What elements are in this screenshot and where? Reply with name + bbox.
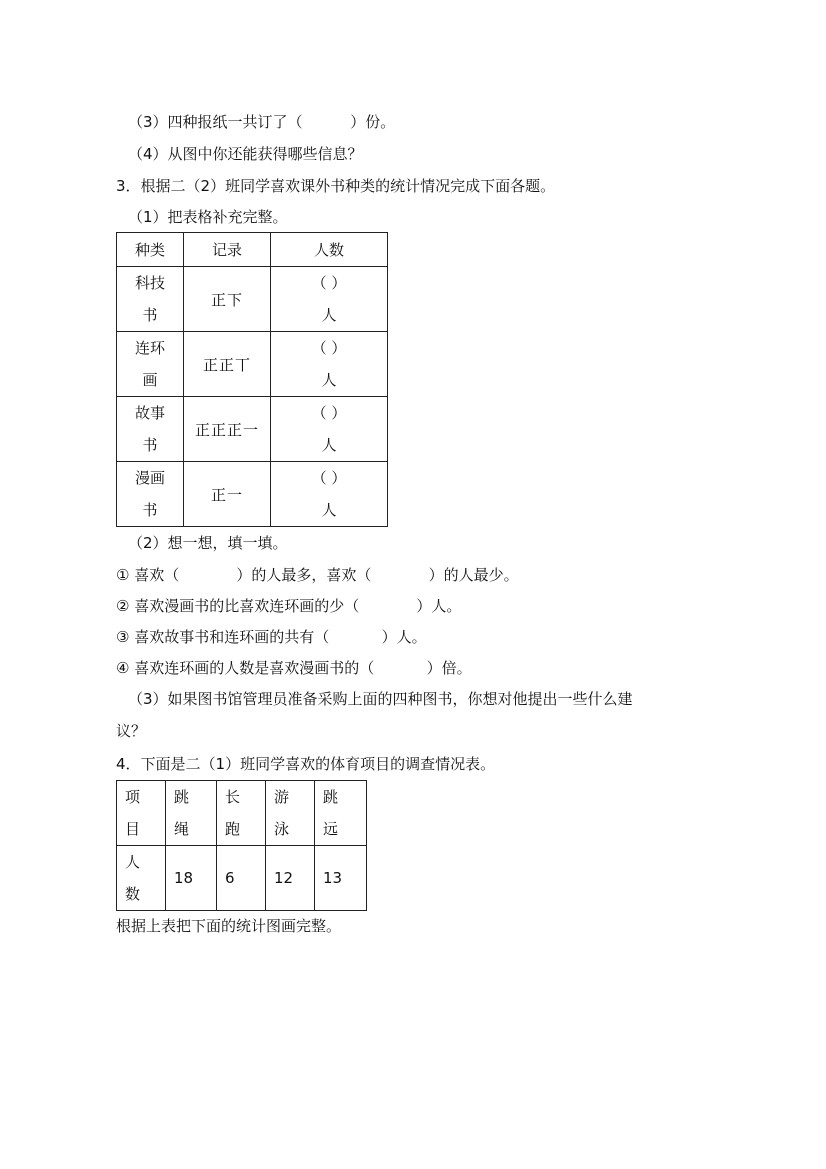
fill-item-3: ③ 喜欢故事书和连环画的共有（ ）人。 (116, 628, 427, 646)
sport-cell: 跳 绳 (166, 781, 217, 846)
tally-cell: 正下 (184, 267, 271, 332)
book-tally-table (116, 232, 388, 527)
sport-cell: 跳 远 (315, 781, 367, 846)
category-cell: 连环 画 (117, 332, 184, 397)
sport-cell: 游 泳 (266, 781, 315, 846)
count-cell: 12 (266, 846, 315, 911)
question-4-instruction: 根据上表把下面的统计图画完整。 (116, 917, 342, 935)
count-cell: 18 (166, 846, 217, 911)
count-blank-cell[interactable]: （ ） 人 (271, 332, 388, 397)
fill-item-1: ① 喜欢（ ）的人最多，喜欢（ ）的人最少。 (116, 566, 519, 584)
question-4-title: 4．下面是二（1）班同学喜欢的体育项目的调查情况表。 (116, 755, 496, 773)
question-3-part-3: （3）如果图书馆管理员准备采购上面的四种图书，你想对他提出一些什么建 (128, 690, 633, 708)
question-3-part-1: （1）把表格补充完整。 (128, 208, 288, 226)
count-cell: 6 (217, 846, 266, 911)
count-label-cell: 人 数 (117, 846, 166, 911)
table-header-count: 人数 (271, 233, 388, 267)
table-header-category: 种类 (117, 233, 184, 267)
question-2-part-4: （4）从图中你还能获得哪些信息？ (128, 145, 363, 163)
fill-item-2: ② 喜欢漫画书的比喜欢连环画的少（ ）人。 (116, 597, 462, 615)
table-row (117, 397, 388, 462)
table-row (117, 332, 388, 397)
tally-cell: 正一 (184, 462, 271, 527)
sport-cell: 长 跑 (217, 781, 266, 846)
table-row (117, 267, 388, 332)
table-header-record: 记录 (184, 233, 271, 267)
category-cell: 漫画 书 (117, 462, 184, 527)
fill-item-4: ④ 喜欢连环画的人数是喜欢漫画书的（ ）倍。 (116, 659, 472, 677)
tally-cell: 正正正一 (184, 397, 271, 462)
item-label-cell: 项 目 (117, 781, 166, 846)
count-blank-cell[interactable]: （ ） 人 (271, 462, 388, 527)
count-blank-cell[interactable]: （ ） 人 (271, 397, 388, 462)
tally-cell: 正正丅 (184, 332, 271, 397)
question-2-part-3: （3）四种报纸一共订了（ ）份。 (128, 113, 396, 131)
question-3-part-2: （2）想一想，填一填。 (128, 534, 288, 552)
question-3-part-3-continued: 议？ (116, 722, 147, 740)
question-3-title: 3．根据二（2）班同学喜欢课外书种类的统计情况完成下面各题。 (116, 177, 556, 195)
category-cell: 科技 书 (117, 267, 184, 332)
count-blank-cell[interactable]: （ ） 人 (271, 267, 388, 332)
table-row (117, 462, 388, 527)
count-cell: 13 (315, 846, 367, 911)
category-cell: 故事 书 (117, 397, 184, 462)
sports-survey-table (116, 780, 367, 911)
